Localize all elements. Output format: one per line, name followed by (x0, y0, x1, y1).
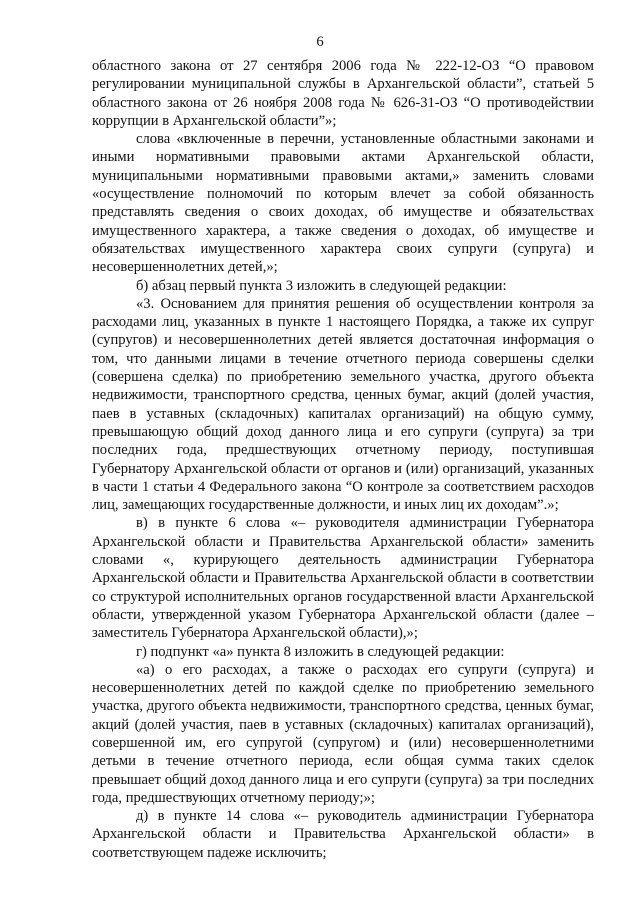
paragraph: слова «включенные в перечни, установленные областными законами и иными нормативными правовыми актами Архангельской области, муниципальными нормативными правовыми актами,» заменить словами «осуществление полномочий по которым влечет за собой обязанность представлять сведения о своих доходах, об имуществе и обязательствах имущественного характера, а также сведения о доходах, об имуществе и обязательствах имущественного характера своих супруги (супруга) и несовершеннолетних детей,»; (92, 131, 594, 276)
paragraph: д) в пункте 14 слова «– руководитель администрации Губернатора Архангельской области и Правительства Архангельской области» в соответствующем падеже исключить; (92, 808, 594, 861)
paragraph: г) подпункт «а» пункта 8 изложить в следующей редакции: (136, 643, 505, 660)
document-body (92, 57, 594, 862)
paragraph: в) в пункте 6 слова «– руководителя администрации Губернатора Архангельской области и Правительства Архангельской области» заменить словами «, курирующего деятельность администрации Губернатора Архангельской области и Правительства Архангельской области в соответствии со структурой исполнительных органов государственной власти Архангельской области, утвержденной указом Губернатора Архангельской области (далее – заместитель Губернатора Архангельской области),»; (92, 515, 594, 642)
paragraph: б) абзац первый пункта 3 изложить в следующей редакции: (136, 277, 507, 294)
paragraph: «3. Основанием для принятия решения об осуществлении контроля за расходами лиц, указанных в пункте 1 настоящего Порядка, а также их супруг (супругов) и несовершеннолетних детей является достаточная информация о том, что данными лицами в течение отчетного периода совершены сделки (совершена сделка) по приобретению земельного участка, другого объекта недвижимости, транспортного средства, ценных бумаг, акций (долей участия, паев в уставных (складочных) капиталах организаций) на общую сумму, превышающую общий доход данного лица и его супруги (супруга) за три последних года, предшествующих отчетному периоду, поступившая Губернатору Архангельской области от органов и (или) организаций, указанных в части 1 статьи 4 Федерального закона “О контроле за соответствием расходов лиц, замещающих государственные должности, и иных лиц их доходам”.»; (92, 295, 594, 514)
paragraph: областного закона от 27 сентября 2006 года № 222-12-ОЗ “О правовом регулировании муниципальной службы в Архангельской области”, статьей 5 областного закона от 26 ноября 2008 года № 626-31-ОЗ “О противодействии коррупции в Архангельской области”»; (92, 58, 594, 129)
paragraph: «а) о его расходах, а также о расходах его супруги (супруга) и несовершеннолетних детей по каждой сделке по приобретению земельного участка, другого объекта недвижимости, транспортного средства, ценных бумаг, акций (долей участия, паев в уставных (складочных) капиталах организаций), совершенной им, его супругой (супругом) и (или) несовершеннолетними детьми в течение отчетного периода, если общая сумма таких сделок превышает общий доход данного лица и его супруги (супруга) за три последних года, предшествующих отчетному периоду;»; (92, 661, 594, 806)
page-number: 6 (316, 34, 324, 50)
